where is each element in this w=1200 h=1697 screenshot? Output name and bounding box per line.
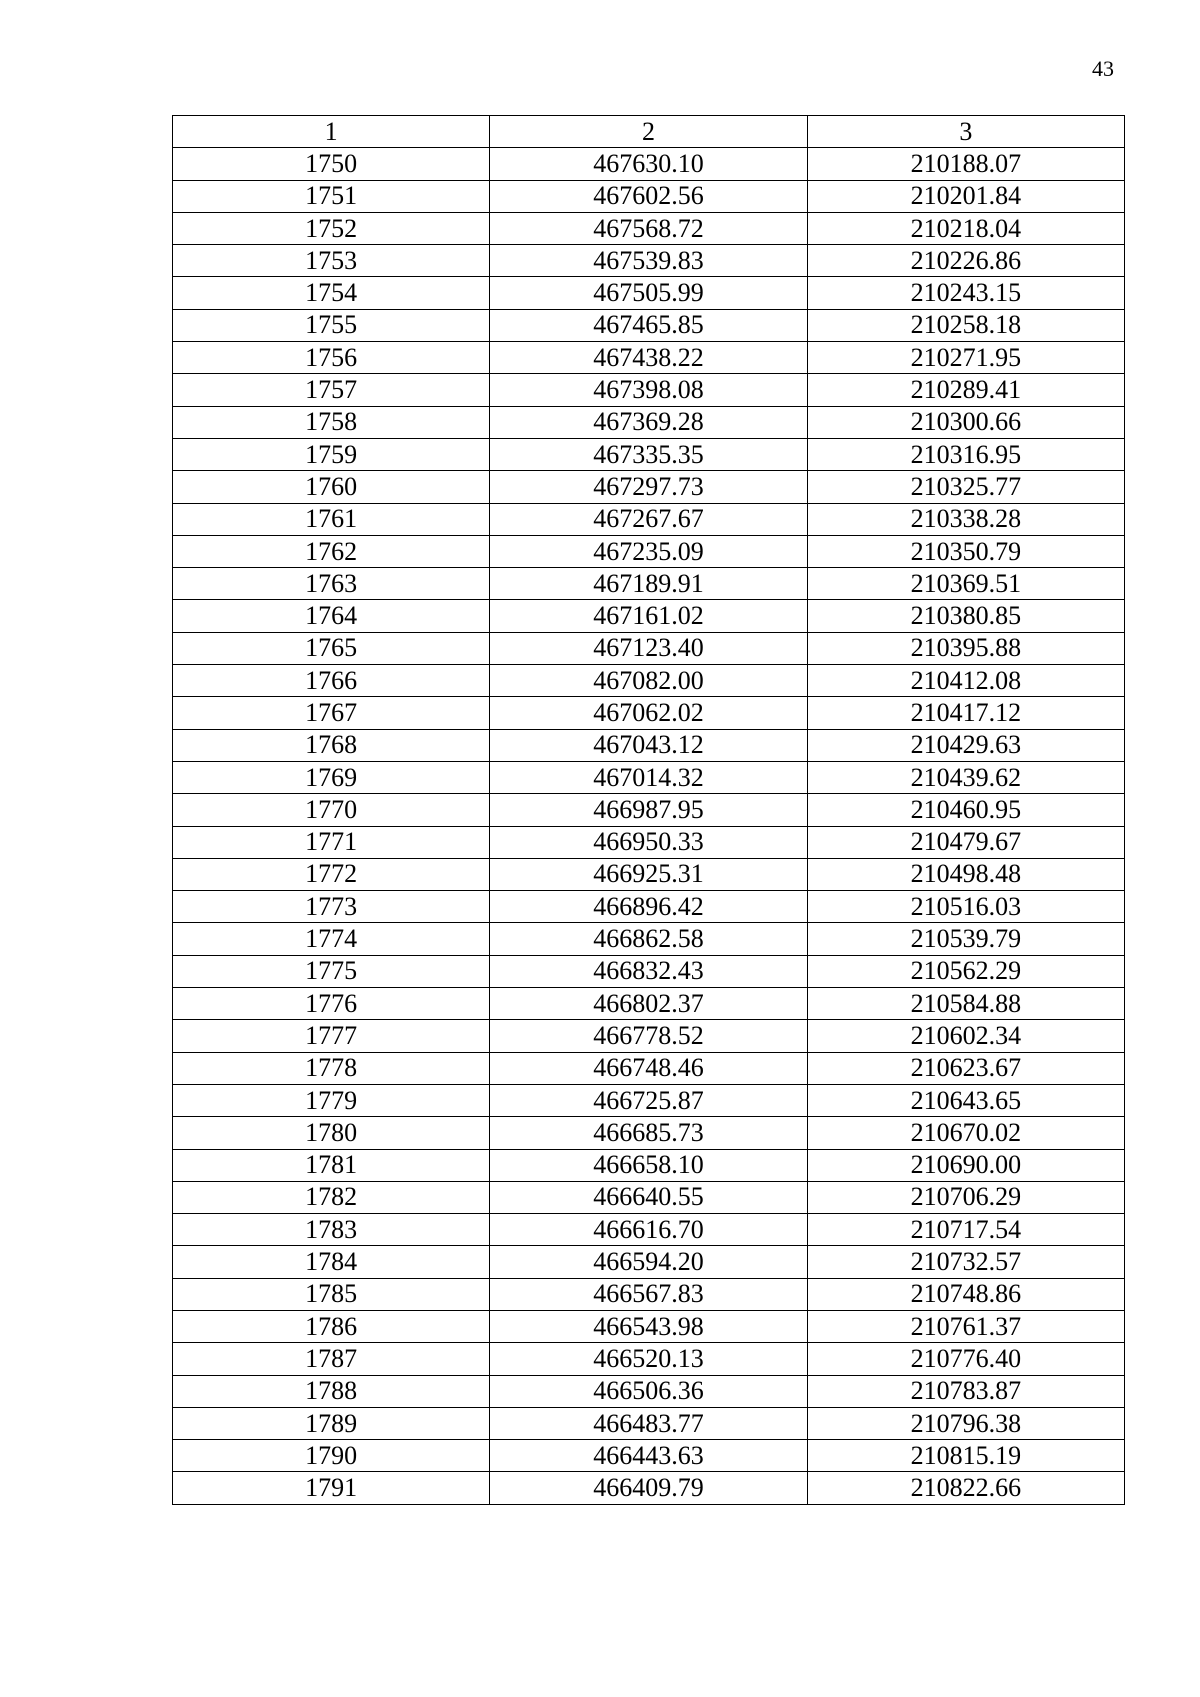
coordinate-y-cell: 210776.40 <box>807 1343 1124 1375</box>
coordinates-table <box>172 115 1125 1505</box>
coordinate-y-cell: 210218.04 <box>807 212 1124 244</box>
coordinate-y-cell: 210822.66 <box>807 1472 1124 1504</box>
coordinate-x-cell: 466443.63 <box>490 1440 807 1472</box>
point-number-cell: 1760 <box>173 471 490 503</box>
point-number-cell: 1762 <box>173 535 490 567</box>
coordinate-x-cell: 467630.10 <box>490 148 807 180</box>
table-row <box>173 1310 1125 1342</box>
point-number-cell: 1778 <box>173 1052 490 1084</box>
coordinate-x-cell: 466685.73 <box>490 1117 807 1149</box>
coordinate-y-cell: 210602.34 <box>807 1020 1124 1052</box>
point-number-cell: 1751 <box>173 180 490 212</box>
table-row <box>173 891 1125 923</box>
coordinate-x-cell: 467335.35 <box>490 438 807 470</box>
point-number-cell: 1753 <box>173 245 490 277</box>
coordinate-y-cell: 210226.86 <box>807 245 1124 277</box>
point-number-cell: 1789 <box>173 1407 490 1439</box>
table-row <box>173 245 1125 277</box>
table-row <box>173 1440 1125 1472</box>
coordinate-y-cell: 210584.88 <box>807 988 1124 1020</box>
coordinate-y-cell: 210643.65 <box>807 1084 1124 1116</box>
coordinate-y-cell: 210338.28 <box>807 503 1124 535</box>
table-row <box>173 632 1125 664</box>
coordinate-x-cell: 466594.20 <box>490 1246 807 1278</box>
table-row <box>173 858 1125 890</box>
point-number-cell: 1771 <box>173 826 490 858</box>
coordinate-x-cell: 466748.46 <box>490 1052 807 1084</box>
table-row <box>173 503 1125 535</box>
coordinate-x-cell: 466896.42 <box>490 891 807 923</box>
coordinate-x-cell: 467505.99 <box>490 277 807 309</box>
table-row <box>173 374 1125 406</box>
coordinate-x-cell: 466520.13 <box>490 1343 807 1375</box>
point-number-cell: 1754 <box>173 277 490 309</box>
coordinate-y-cell: 210717.54 <box>807 1214 1124 1246</box>
table-row <box>173 1407 1125 1439</box>
coordinate-y-cell: 210188.07 <box>807 148 1124 180</box>
table-row <box>173 1181 1125 1213</box>
table-header <box>173 116 1125 148</box>
coordinate-x-cell: 467267.67 <box>490 503 807 535</box>
coordinate-x-cell: 467297.73 <box>490 471 807 503</box>
table-row <box>173 665 1125 697</box>
coordinate-x-cell: 466640.55 <box>490 1181 807 1213</box>
coordinate-y-cell: 210479.67 <box>807 826 1124 858</box>
table-body <box>173 148 1125 1504</box>
coordinate-y-cell: 210460.95 <box>807 794 1124 826</box>
point-number-cell: 1767 <box>173 697 490 729</box>
coordinate-x-cell: 467438.22 <box>490 342 807 374</box>
coordinate-y-cell: 210783.87 <box>807 1375 1124 1407</box>
point-number-cell: 1772 <box>173 858 490 890</box>
coordinate-x-cell: 466658.10 <box>490 1149 807 1181</box>
coordinate-x-cell: 466862.58 <box>490 923 807 955</box>
coordinate-y-cell: 210258.18 <box>807 309 1124 341</box>
table-row <box>173 1084 1125 1116</box>
table-row <box>173 600 1125 632</box>
coordinate-y-cell: 210690.00 <box>807 1149 1124 1181</box>
table-row <box>173 1375 1125 1407</box>
column-header-1: 1 <box>173 116 490 148</box>
point-number-cell: 1765 <box>173 632 490 664</box>
coordinate-y-cell: 210796.38 <box>807 1407 1124 1439</box>
coordinate-x-cell: 467161.02 <box>490 600 807 632</box>
point-number-cell: 1761 <box>173 503 490 535</box>
point-number-cell: 1785 <box>173 1278 490 1310</box>
point-number-cell: 1775 <box>173 955 490 987</box>
point-number-cell: 1779 <box>173 1084 490 1116</box>
point-number-cell: 1770 <box>173 794 490 826</box>
point-number-cell: 1773 <box>173 891 490 923</box>
point-number-cell: 1790 <box>173 1440 490 1472</box>
point-number-cell: 1763 <box>173 568 490 600</box>
point-number-cell: 1781 <box>173 1149 490 1181</box>
table-row <box>173 1117 1125 1149</box>
coordinate-y-cell: 210439.62 <box>807 761 1124 793</box>
point-number-cell: 1764 <box>173 600 490 632</box>
point-number-cell: 1766 <box>173 665 490 697</box>
coordinate-x-cell: 467369.28 <box>490 406 807 438</box>
point-number-cell: 1783 <box>173 1214 490 1246</box>
coordinate-x-cell: 466832.43 <box>490 955 807 987</box>
point-number-cell: 1768 <box>173 729 490 761</box>
coordinate-y-cell: 210623.67 <box>807 1052 1124 1084</box>
coordinate-y-cell: 210201.84 <box>807 180 1124 212</box>
coordinate-y-cell: 210412.08 <box>807 665 1124 697</box>
coordinate-y-cell: 210380.85 <box>807 600 1124 632</box>
table-row <box>173 568 1125 600</box>
point-number-cell: 1786 <box>173 1310 490 1342</box>
table-row <box>173 406 1125 438</box>
coordinate-y-cell: 210815.19 <box>807 1440 1124 1472</box>
table-row <box>173 1052 1125 1084</box>
coordinate-y-cell: 210289.41 <box>807 374 1124 406</box>
point-number-cell: 1780 <box>173 1117 490 1149</box>
table-row <box>173 277 1125 309</box>
coordinate-x-cell: 466950.33 <box>490 826 807 858</box>
table-row <box>173 826 1125 858</box>
coordinate-y-cell: 210271.95 <box>807 342 1124 374</box>
table-row <box>173 471 1125 503</box>
table-row <box>173 180 1125 212</box>
table-row <box>173 697 1125 729</box>
table-row <box>173 794 1125 826</box>
table-row <box>173 309 1125 341</box>
coordinate-x-cell: 466925.31 <box>490 858 807 890</box>
coordinate-x-cell: 467189.91 <box>490 568 807 600</box>
coordinate-x-cell: 467465.85 <box>490 309 807 341</box>
coordinate-y-cell: 210562.29 <box>807 955 1124 987</box>
coordinate-x-cell: 467043.12 <box>490 729 807 761</box>
coordinate-x-cell: 467398.08 <box>490 374 807 406</box>
point-number-cell: 1784 <box>173 1246 490 1278</box>
coordinate-y-cell: 210316.95 <box>807 438 1124 470</box>
coordinate-x-cell: 466567.83 <box>490 1278 807 1310</box>
point-number-cell: 1787 <box>173 1343 490 1375</box>
table-row <box>173 923 1125 955</box>
point-number-cell: 1777 <box>173 1020 490 1052</box>
coordinate-y-cell: 210350.79 <box>807 535 1124 567</box>
point-number-cell: 1759 <box>173 438 490 470</box>
coordinate-y-cell: 210539.79 <box>807 923 1124 955</box>
coordinate-y-cell: 210516.03 <box>807 891 1124 923</box>
table-row <box>173 1278 1125 1310</box>
table-row <box>173 988 1125 1020</box>
coordinate-x-cell: 466802.37 <box>490 988 807 1020</box>
coordinate-x-cell: 467235.09 <box>490 535 807 567</box>
coordinate-y-cell: 210670.02 <box>807 1117 1124 1149</box>
table-header-row <box>173 116 1125 148</box>
table-row <box>173 342 1125 374</box>
point-number-cell: 1750 <box>173 148 490 180</box>
coordinate-x-cell: 467539.83 <box>490 245 807 277</box>
column-header-2: 2 <box>490 116 807 148</box>
coordinate-y-cell: 210706.29 <box>807 1181 1124 1213</box>
coordinate-y-cell: 210395.88 <box>807 632 1124 664</box>
coordinate-x-cell: 467014.32 <box>490 761 807 793</box>
table-row <box>173 438 1125 470</box>
table-row <box>173 1246 1125 1278</box>
coordinate-y-cell: 210417.12 <box>807 697 1124 729</box>
table-row <box>173 1472 1125 1504</box>
coordinate-x-cell: 467602.56 <box>490 180 807 212</box>
coordinate-y-cell: 210369.51 <box>807 568 1124 600</box>
point-number-cell: 1756 <box>173 342 490 374</box>
point-number-cell: 1788 <box>173 1375 490 1407</box>
coordinate-x-cell: 466725.87 <box>490 1084 807 1116</box>
coordinate-y-cell: 210300.66 <box>807 406 1124 438</box>
coordinate-x-cell: 467568.72 <box>490 212 807 244</box>
point-number-cell: 1769 <box>173 761 490 793</box>
coordinate-y-cell: 210761.37 <box>807 1310 1124 1342</box>
coordinate-x-cell: 466987.95 <box>490 794 807 826</box>
table-row <box>173 729 1125 761</box>
point-number-cell: 1776 <box>173 988 490 1020</box>
coordinate-x-cell: 466543.98 <box>490 1310 807 1342</box>
point-number-cell: 1752 <box>173 212 490 244</box>
coordinate-x-cell: 467123.40 <box>490 632 807 664</box>
table-row <box>173 212 1125 244</box>
coordinate-x-cell: 467082.00 <box>490 665 807 697</box>
table-row <box>173 1149 1125 1181</box>
point-number-cell: 1755 <box>173 309 490 341</box>
coordinate-y-cell: 210243.15 <box>807 277 1124 309</box>
table-row <box>173 1020 1125 1052</box>
coordinate-x-cell: 466409.79 <box>490 1472 807 1504</box>
coordinate-y-cell: 210325.77 <box>807 471 1124 503</box>
coordinate-y-cell: 210732.57 <box>807 1246 1124 1278</box>
coordinate-y-cell: 210498.48 <box>807 858 1124 890</box>
point-number-cell: 1757 <box>173 374 490 406</box>
point-number-cell: 1774 <box>173 923 490 955</box>
point-number-cell: 1791 <box>173 1472 490 1504</box>
coordinate-x-cell: 466483.77 <box>490 1407 807 1439</box>
coordinate-x-cell: 466616.70 <box>490 1214 807 1246</box>
point-number-cell: 1758 <box>173 406 490 438</box>
coordinate-y-cell: 210429.63 <box>807 729 1124 761</box>
coordinate-y-cell: 210748.86 <box>807 1278 1124 1310</box>
point-number-cell: 1782 <box>173 1181 490 1213</box>
table-row <box>173 1343 1125 1375</box>
table-row <box>173 535 1125 567</box>
column-header-3: 3 <box>807 116 1124 148</box>
page-number: 43 <box>1092 56 1114 81</box>
table-row <box>173 148 1125 180</box>
coordinate-x-cell: 466506.36 <box>490 1375 807 1407</box>
coordinate-x-cell: 467062.02 <box>490 697 807 729</box>
table-row <box>173 955 1125 987</box>
table-row <box>173 761 1125 793</box>
coordinate-x-cell: 466778.52 <box>490 1020 807 1052</box>
table-row <box>173 1214 1125 1246</box>
